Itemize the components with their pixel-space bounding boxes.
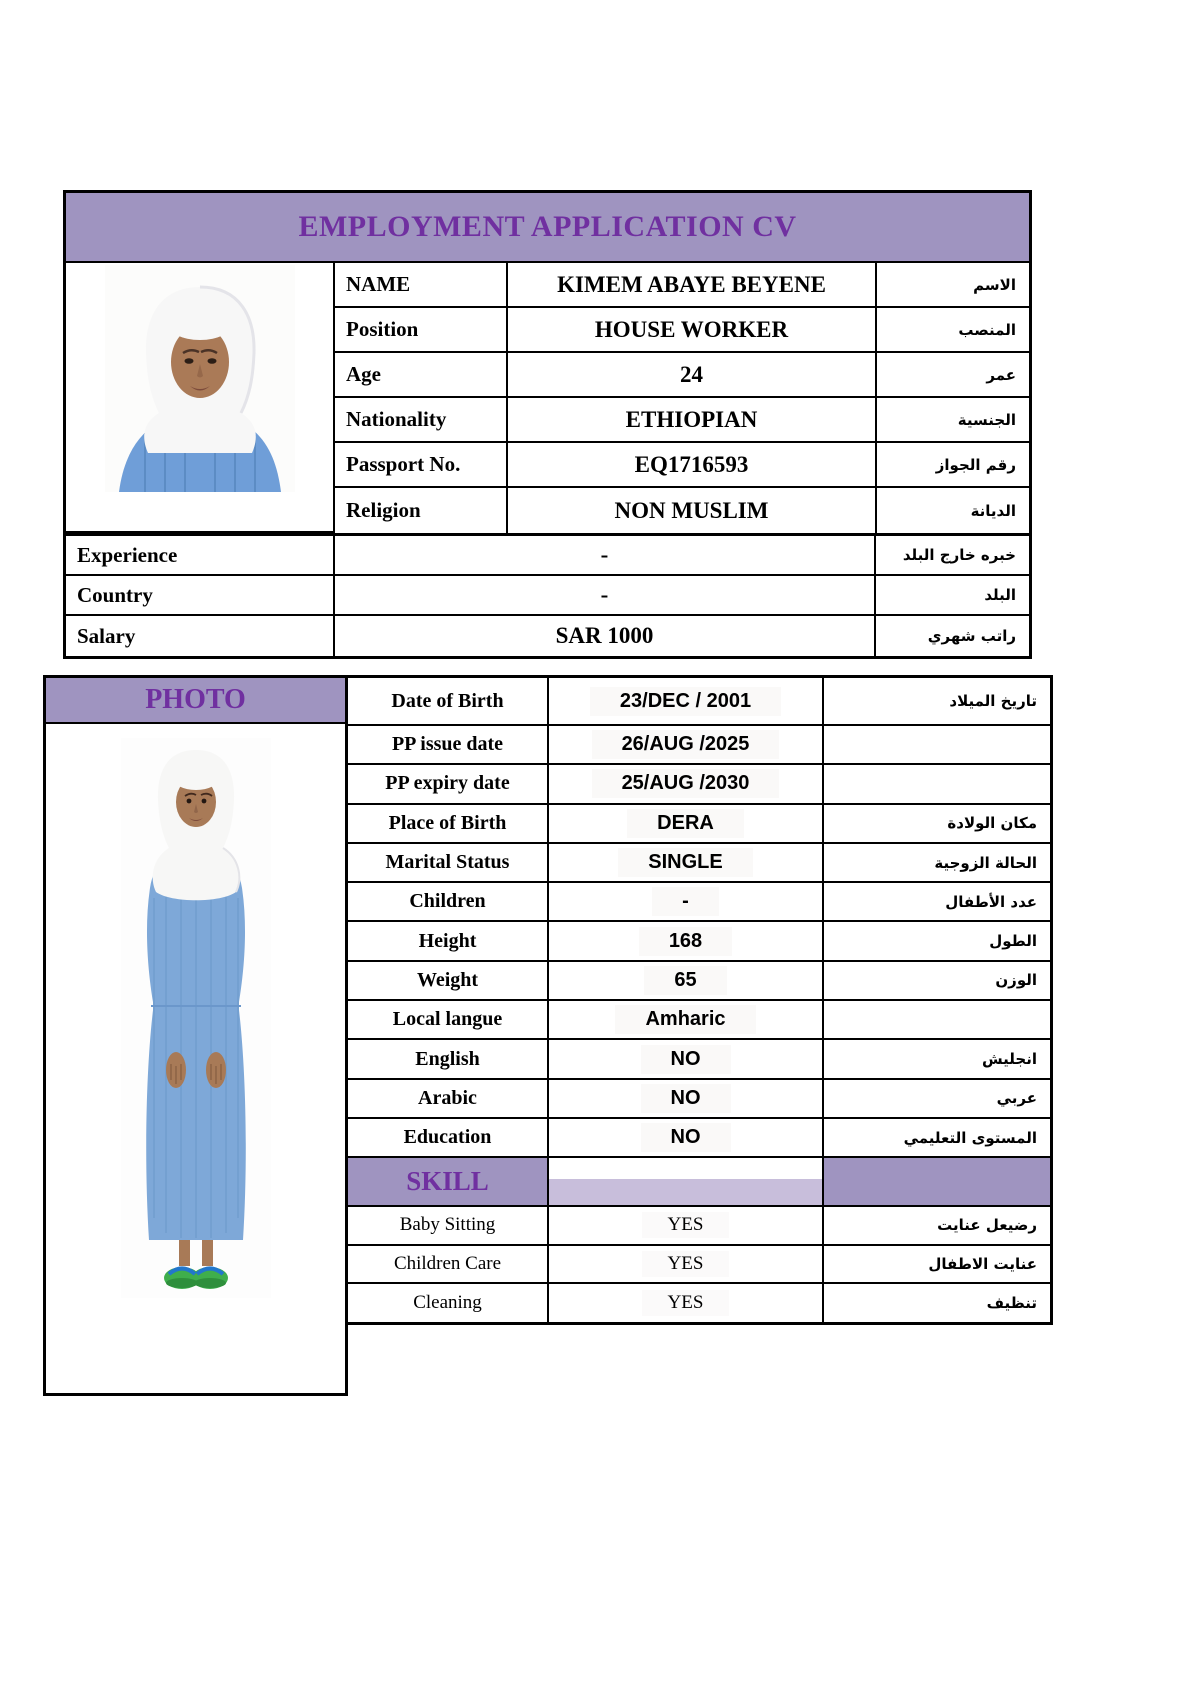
field-label: Age xyxy=(335,353,508,398)
field-arabic xyxy=(824,1001,1050,1040)
field-arabic: خبره خارج البلد xyxy=(876,536,1029,576)
applicant-headshot-photo xyxy=(105,265,295,492)
field-value xyxy=(549,765,824,804)
field-value: HOUSE WORKER xyxy=(508,308,877,353)
field-value xyxy=(549,1040,824,1079)
field-label: Place of Birth xyxy=(348,805,549,844)
field-arabic: البلد xyxy=(876,576,1029,616)
cv-bottom-grid xyxy=(66,533,1029,656)
field-value-text: 25/AUG /2030 xyxy=(592,769,780,798)
field-value-text: NO xyxy=(641,1123,731,1152)
skill-value xyxy=(549,1284,824,1322)
field-value-text: 65 xyxy=(644,966,726,995)
field-label: PP expiry date xyxy=(348,765,549,804)
skill-value xyxy=(549,1207,824,1245)
field-value xyxy=(549,844,824,883)
skill-label: Baby Sitting xyxy=(348,1207,549,1245)
field-arabic: عربي xyxy=(824,1080,1050,1119)
field-label: PP issue date xyxy=(348,726,549,765)
field-label: English xyxy=(348,1040,549,1079)
skill-section-header: SKILL xyxy=(348,1158,549,1207)
photo-column xyxy=(43,675,348,1396)
field-arabic: الاسم xyxy=(877,263,1029,308)
field-label: Experience xyxy=(66,536,335,576)
field-value xyxy=(549,678,824,726)
field-value: - xyxy=(335,576,876,616)
field-arabic: الجنسية xyxy=(877,398,1029,443)
skill-arabic: عنايت الاطفال xyxy=(824,1246,1050,1284)
field-value xyxy=(549,922,824,961)
field-arabic: عمر xyxy=(877,353,1029,398)
field-value-text: 23/DEC / 2001 xyxy=(590,687,781,716)
field-label: Country xyxy=(66,576,335,616)
field-arabic xyxy=(824,726,1050,765)
skill-arabic: تنظيف xyxy=(824,1284,1050,1322)
field-value: NON MUSLIM xyxy=(508,488,877,533)
field-value: SAR 1000 xyxy=(335,616,876,656)
field-label: Height xyxy=(348,922,549,961)
field-label: Local langue xyxy=(348,1001,549,1040)
field-label: Religion xyxy=(335,488,508,533)
field-label: Children xyxy=(348,883,549,922)
cv-title: EMPLOYMENT APPLICATION CV xyxy=(66,193,1029,263)
field-arabic: مكان الولادة xyxy=(824,805,1050,844)
skill-value xyxy=(549,1246,824,1284)
field-arabic: انجليش xyxy=(824,1040,1050,1079)
field-arabic: رقم الجواز xyxy=(877,443,1029,488)
skill-value-text: YES xyxy=(642,1290,730,1316)
skill-label: Cleaning xyxy=(348,1284,549,1322)
field-label: Education xyxy=(348,1119,549,1158)
field-label: Weight xyxy=(348,962,549,1001)
field-arabic: المنصب xyxy=(877,308,1029,353)
field-arabic: الطول xyxy=(824,922,1050,961)
field-value xyxy=(549,805,824,844)
skill-value-text: YES xyxy=(642,1212,730,1238)
field-arabic: تاريخ الميلاد xyxy=(824,678,1050,726)
cv-details-grid xyxy=(348,678,1050,1322)
field-value-text: - xyxy=(652,887,719,916)
field-value: 24 xyxy=(508,353,877,398)
field-value xyxy=(549,883,824,922)
cv-details-table xyxy=(348,675,1053,1325)
field-value: EQ1716593 xyxy=(508,443,877,488)
field-value xyxy=(549,1119,824,1158)
field-arabic: الوزن xyxy=(824,962,1050,1001)
field-value: - xyxy=(335,536,876,576)
cv-summary-grid xyxy=(66,263,1029,533)
headshot-cell xyxy=(66,263,335,533)
skill-label: Children Care xyxy=(348,1246,549,1284)
field-value-text: NO xyxy=(641,1045,731,1074)
field-arabic: عدد الأطفال xyxy=(824,883,1050,922)
field-arabic: راتب شهري xyxy=(876,616,1029,656)
skill-header-spacer xyxy=(549,1158,824,1207)
field-value: KIMEM ABAYE BEYENE xyxy=(508,263,877,308)
field-value xyxy=(549,1080,824,1119)
field-value xyxy=(549,1001,824,1040)
applicant-fullbody-photo xyxy=(121,738,271,1298)
photo-header: PHOTO xyxy=(46,678,345,724)
field-label: Arabic xyxy=(348,1080,549,1119)
fullbody-photo-cell xyxy=(46,724,345,1298)
cv-summary-table xyxy=(63,190,1032,659)
field-label: Position xyxy=(335,308,508,353)
field-value-text: DERA xyxy=(627,809,744,838)
field-value xyxy=(549,962,824,1001)
field-arabic: الحالة الزوجية xyxy=(824,844,1050,883)
field-value-text: 168 xyxy=(639,927,732,956)
field-arabic xyxy=(824,765,1050,804)
field-value-text: SINGLE xyxy=(618,848,752,877)
field-value-text: NO xyxy=(641,1084,731,1113)
field-label: Salary xyxy=(66,616,335,656)
skill-value-text: YES xyxy=(642,1251,730,1277)
field-value xyxy=(549,726,824,765)
field-label: Nationality xyxy=(335,398,508,443)
skill-header-arabic-spacer xyxy=(824,1158,1050,1207)
skill-arabic: رضيعل عنايت xyxy=(824,1207,1050,1245)
field-arabic: المستوى التعليمي xyxy=(824,1119,1050,1158)
field-label: Date of Birth xyxy=(348,678,549,726)
field-value-text: 26/AUG /2025 xyxy=(592,730,780,759)
field-label: Passport No. xyxy=(335,443,508,488)
field-value-text: Amharic xyxy=(615,1005,755,1034)
field-arabic: الديانة xyxy=(877,488,1029,533)
field-label: Marital Status xyxy=(348,844,549,883)
field-value: ETHIOPIAN xyxy=(508,398,877,443)
field-label: NAME xyxy=(335,263,508,308)
